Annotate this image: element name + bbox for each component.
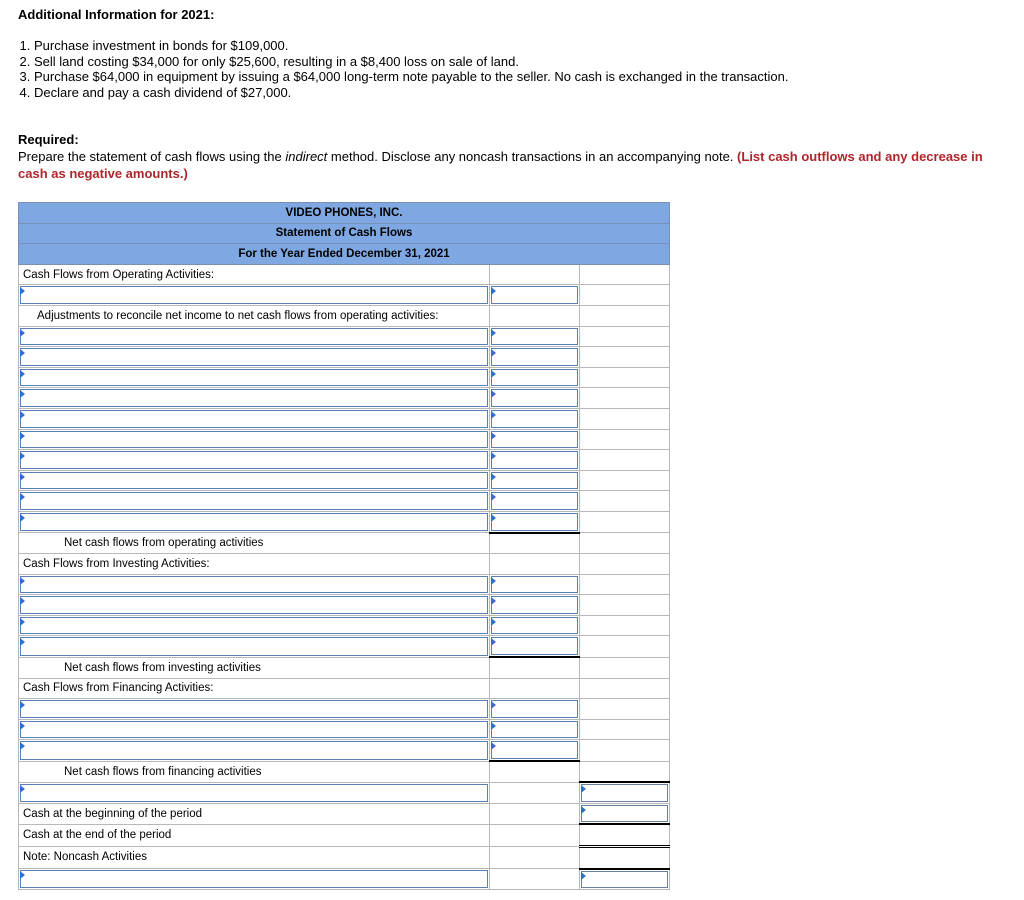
instruction-text: method. Disclose any noncash transactions in an accompanying note. (327, 149, 738, 164)
investing-amount-input[interactable] (490, 636, 580, 657)
adjustment-amount-input[interactable] (490, 408, 580, 429)
financing-label-input[interactable] (19, 719, 490, 740)
cash-begin-amount-input[interactable] (580, 803, 670, 824)
adjustment-label-input[interactable] (19, 367, 490, 388)
adjustment-label-input[interactable] (19, 511, 490, 532)
adjustment-amount-input[interactable] (490, 429, 580, 450)
additional-info (18, 6, 1008, 100)
net-operating-label: Net cash flows from operating activities (19, 533, 490, 554)
info-item: 2. Sell land costing $34,000 for only $25,600, resulting in a $8,400 loss on sale of land. (34, 54, 1008, 70)
company-name: VIDEO PHONES, INC. (19, 203, 670, 224)
statement-period: For the Year Ended December 31, 2021 (19, 244, 670, 265)
cash-begin-label: Cash at the beginning of the period (19, 803, 490, 824)
noncash-amount-input[interactable] (580, 869, 670, 890)
adjustment-label-input[interactable] (19, 491, 490, 512)
noncash-label-input[interactable] (19, 869, 490, 890)
net-change-amount-input[interactable] (580, 782, 670, 803)
statement-title: Statement of Cash Flows (19, 223, 670, 244)
additional-info-list (18, 38, 1008, 100)
net-investing-label: Net cash flows from investing activities (19, 657, 490, 678)
financing-label-input[interactable] (19, 699, 490, 720)
adjustment-amount-input[interactable] (490, 347, 580, 368)
instruction-italic: indirect (285, 149, 328, 164)
investing-amount-input[interactable] (490, 574, 580, 595)
adjustment-amount-input[interactable] (490, 326, 580, 347)
required-instructions (18, 148, 1008, 182)
adjustment-amount-input[interactable] (490, 491, 580, 512)
operating-heading: Cash Flows from Operating Activities: (19, 264, 490, 285)
investing-label-input[interactable] (19, 595, 490, 616)
cash-end-label: Cash at the end of the period (19, 824, 490, 846)
net-financing-total (490, 761, 580, 782)
required-section (18, 131, 1008, 182)
cash-flow-statement-table (18, 202, 670, 890)
adjustment-label-input[interactable] (19, 450, 490, 471)
net-financing-label: Net cash flows from financing activities (19, 761, 490, 782)
adjustment-label-input[interactable] (19, 470, 490, 491)
adjustment-amount-input[interactable] (490, 470, 580, 491)
net-operating-total (490, 533, 580, 554)
info-item: 4. Declare and pay a cash dividend of $27,000. (34, 85, 1008, 101)
operating-amount-input[interactable] (490, 285, 580, 306)
noncash-note-label: Note: Noncash Activities (19, 846, 490, 868)
net-change-label-input[interactable] (19, 782, 490, 803)
investing-label-input[interactable] (19, 574, 490, 595)
adjustment-label-input[interactable] (19, 388, 490, 409)
operating-label-input[interactable] (19, 285, 490, 306)
financing-label-input[interactable] (19, 740, 490, 761)
additional-info-heading: Additional Information for 2021: (18, 7, 215, 22)
adjustment-amount-input[interactable] (490, 367, 580, 388)
instruction-red-note: (List cash outflows and any decrease in cash as negative amounts.) (18, 149, 983, 181)
financing-amount-input[interactable] (490, 719, 580, 740)
info-item: 1. Purchase investment in bonds for $109,000. (34, 38, 1008, 54)
investing-amount-input[interactable] (490, 595, 580, 616)
cash-end-total (580, 824, 670, 846)
adjustment-amount-input[interactable] (490, 388, 580, 409)
financing-amount-input[interactable] (490, 699, 580, 720)
financing-amount-input[interactable] (490, 740, 580, 761)
financing-heading: Cash Flows from Financing Activities: (19, 678, 490, 699)
investing-amount-input[interactable] (490, 615, 580, 636)
info-item: 3. Purchase $64,000 in equipment by issuing a $64,000 long-term note payable to the seller. No cash is exchanged in the transaction. (34, 69, 1008, 85)
investing-label-input[interactable] (19, 636, 490, 657)
net-investing-total (490, 657, 580, 678)
investing-heading: Cash Flows from Investing Activities: (19, 554, 490, 575)
adjustment-label-input[interactable] (19, 326, 490, 347)
adjustments-heading: Adjustments to reconcile net income to net cash flows from operating activities: (19, 305, 490, 326)
adjustment-label-input[interactable] (19, 408, 490, 429)
adjustment-label-input[interactable] (19, 429, 490, 450)
required-title: Required: (18, 132, 79, 147)
instruction-text: Prepare the statement of cash flows using the (18, 149, 286, 164)
adjustment-amount-input[interactable] (490, 511, 580, 532)
adjustment-amount-input[interactable] (490, 450, 580, 471)
investing-label-input[interactable] (19, 615, 490, 636)
adjustment-label-input[interactable] (19, 347, 490, 368)
